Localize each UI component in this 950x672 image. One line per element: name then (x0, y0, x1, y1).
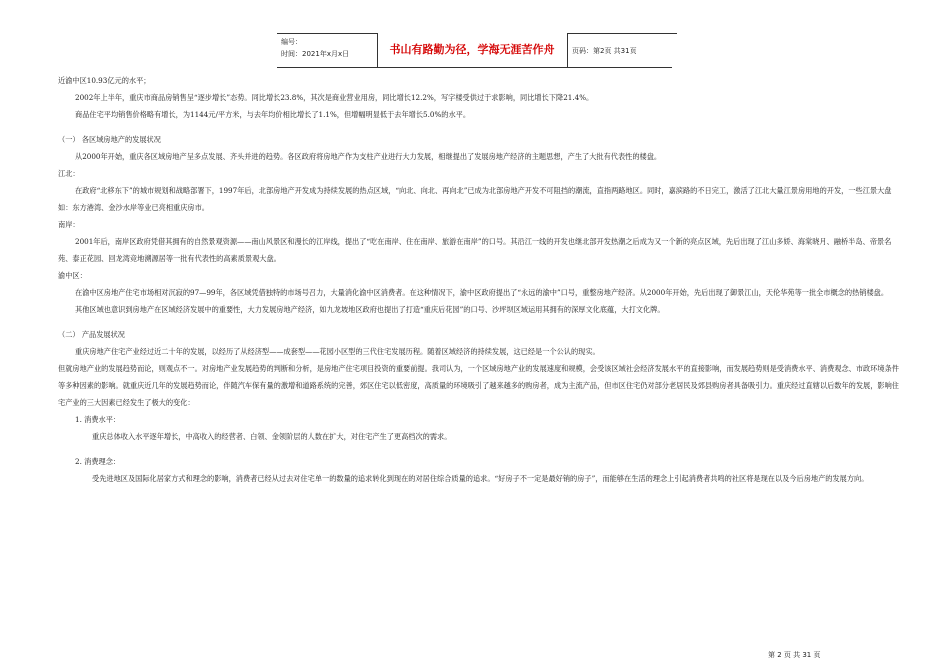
region-label: 江北： (58, 169, 80, 178)
header-page-label: 页码：第2页 共31页 (567, 33, 677, 68)
list-item-text: 受先进地区及国际化居家方式和理念的影响，消费者已经从过去对住宅单一的数量的追求转化到现在的对居住综合质量的追求。“好房子不一定是最好销的房子”，而能够在生活的理念上引起消费者共鸣的社区将是现在以及今后房地产的发展方向。 (92, 474, 869, 483)
list-item-text: 重庆总体收入水平逐年增长，中高收入的经营者、白领、金领阶层的人数在扩大，对住宅产生了更高档次的需求。 (92, 432, 452, 441)
header-motto: 书山有路勤为径，学海无涯苦作舟 (377, 33, 568, 67)
paragraph: 近渝中区10.93亿元的水平； (58, 76, 151, 85)
paragraph: 2002年上半年，重庆市商品房销售呈“逐步增长”态势。同比增长23.8%，其次是商业营业用房，同比增长12.2%，写字楼受供过于求影响，同比增长下降21.4%。 (75, 93, 594, 102)
paragraph: 商品住宅平均销售价格略有增长，为1144元/平方米，与去年均价相比增长了1.1%，但增幅明显低于去年增长5.0%的水平。 (75, 110, 471, 119)
section-heading: （二） 产品发展状况 (58, 330, 125, 339)
paragraph: 在渝中区房地产住宅市场相对沉寂的97—99年，各区域凭借独特的市场号召力，大量消化渝中区消费者。在这种情况下，渝中区政府提出了“永远的渝中”口号，重整房地产经济。从2000年开始，先后出现了御景江山，天伦华苑等一批全市概念的热销楼盘。 (75, 288, 889, 297)
page-footer: 第 2 页 共 31 页 (768, 651, 821, 659)
document-body (58, 72, 900, 487)
region-label: 渝中区： (58, 271, 87, 280)
page-header (277, 33, 672, 68)
region-label: 南岸： (58, 220, 80, 229)
paragraph: 重庆房地产住宅产业经过近二十年的发展，以经历了从经济型——成套型——花园小区型的三代住宅发展历程。随着区域经济的持续发展，这已经是一个公认的现实。 (75, 347, 600, 356)
paragraph: 其他区域也意识到房地产在区域经济发展中的重要性，大力发展房地产经济，如九龙坡地区政府也提出了打造“重庆后花园”的口号、沙坪坝区域运用其拥有的深厚文化底蕴，大打文化牌。 (75, 305, 665, 314)
paragraph: 2001年后，南岸区政府凭借其拥有的自然景观资源——南山风景区和漫长的江岸线，提出了“吃在南岸、住在南岸、旅游在南岸”的口号。其沿江一线的开发也继北部开发热潮之后成为又一个新的亮点区域，先后出现了江山多娇、海棠晓月、融桥半岛、帝景名苑、泰正花园、回龙湾竞地溯源居等一批有代表性的高素质景观大盘。 (58, 237, 892, 263)
list-item-title: 2. 消费理念： (75, 457, 121, 466)
header-number-label: 编号： (281, 38, 302, 46)
paragraph: 从2000年开始，重庆各区域房地产呈多点发展、齐头并进的趋势。各区政府将房地产作为支柱产业进行大力发展，相继提出了发展房地产经济的主题思想，产生了大批有代表性的楼盘。 (75, 152, 662, 161)
paragraph: 在政府“北移东下”的城市规划和战略部署下，1997年后，北部房地产开发成为持续发展的热点区域，“向北、向北、再向北”已成为北部房地产开发不可阻挡的潮流，直指两路地区。同时，嘉滨路的不日完工，激活了江北大量江景房用地的开发，一些江景大盘如：东方港湾、金沙水岸等业已亮相重庆房市。 (58, 186, 892, 212)
header-meta-cell (277, 33, 378, 68)
section-heading: （一） 各区域房地产的发展状况 (58, 135, 161, 144)
header-time-label: 时间：2021年x月x日 (281, 50, 350, 58)
list-item-title: 1. 消费水平： (75, 415, 121, 424)
paragraph: 但就房地产业的发展趋势而论，则观点不一。对房地产业发展趋势的判断和分析，是房地产住宅项目投资的重要前提。我司认为，一个区域房地产业的发展速度和规模，会受该区域社会经济发展水平的直接影响，而发展趋势则是受消费水平、消费观念、市政环境条件等多种因素的影响。就重庆近几年的发展趋势而论，伴随汽车保有量的激增和道路系统的完善，郊区住宅以低密度，高质量的环境吸引了越来越多的购房者，成为主流产品，但市区住宅仍对部分老居民及郊县购房者具备吸引力。重庆经过直辖以后数年的发展，影响住宅产业的三大因素已经发生了极大的变化： (58, 364, 899, 407)
